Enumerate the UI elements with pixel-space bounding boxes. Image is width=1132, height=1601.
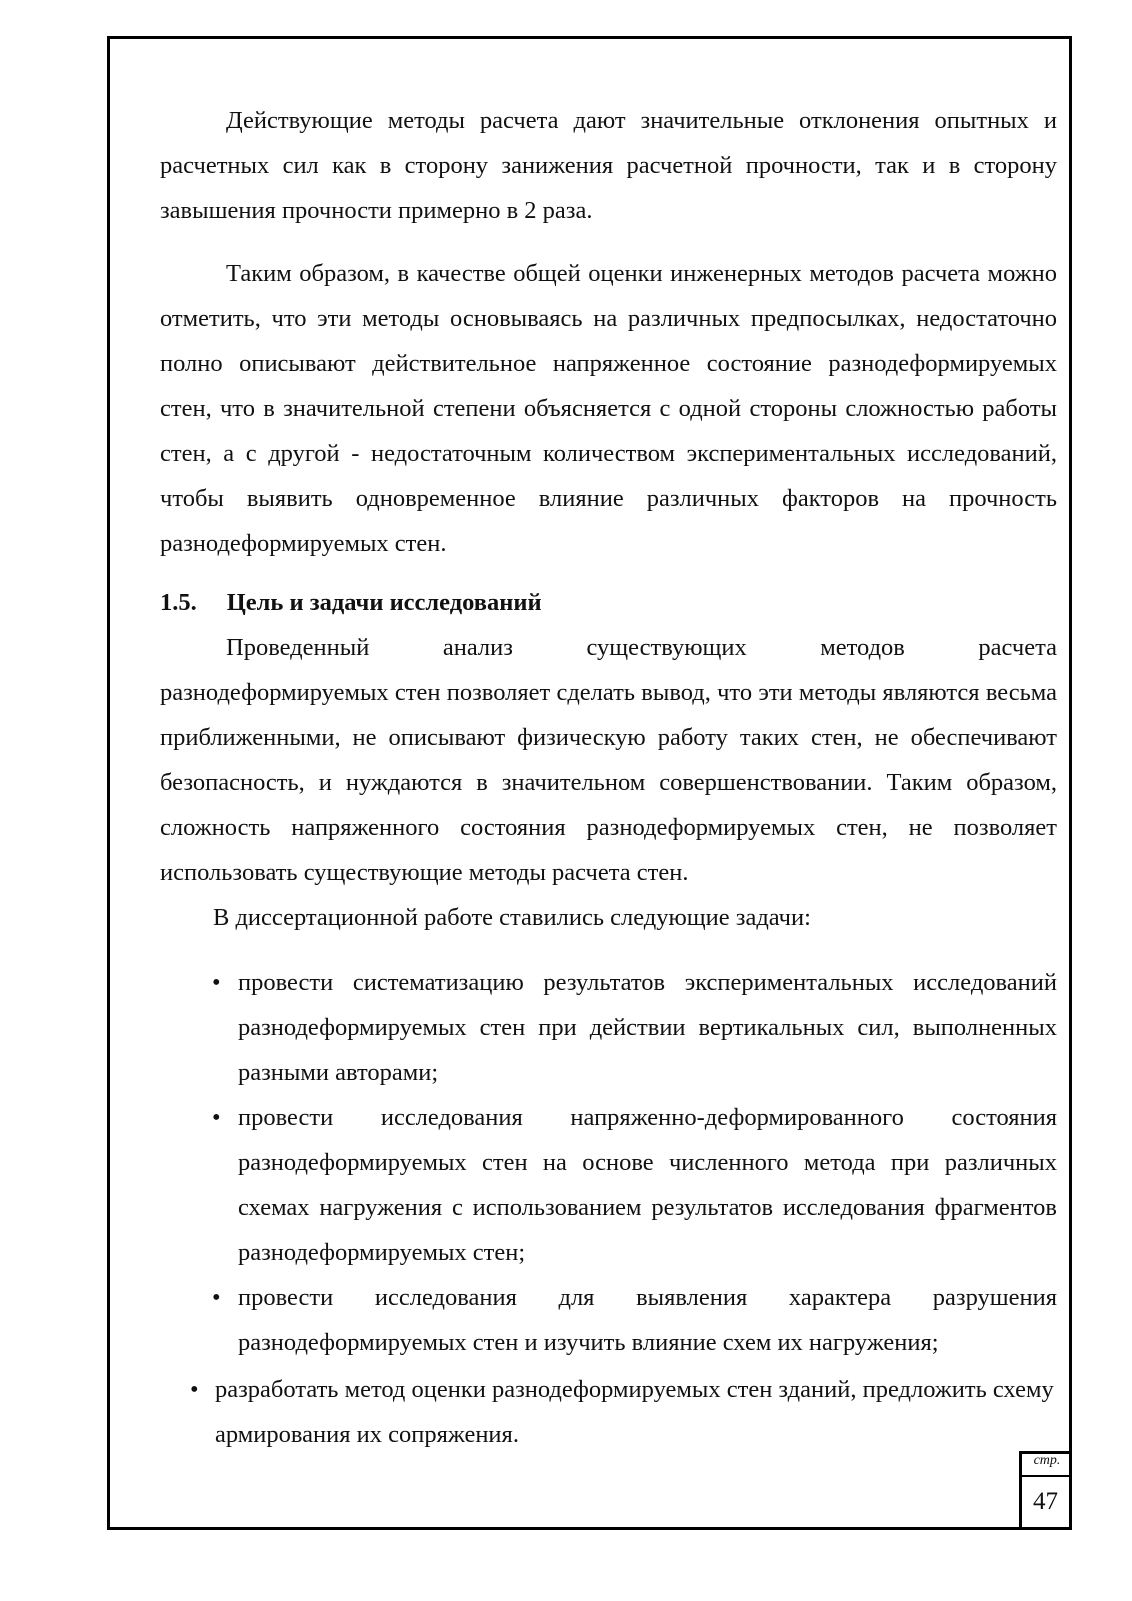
task-text: провести исследования для выявления характера разрушения разнодеформируемых стен и изучить влияние схем их нагружения;: [238, 1284, 1057, 1356]
page-number: 47: [1033, 1488, 1058, 1515]
document-body: [160, 98, 1057, 1457]
section-number: 1.5.: [160, 589, 197, 616]
tasks-intro: В диссертационной работе ставились следующие задачи:: [213, 904, 811, 931]
task-text: провести систематизацию результатов экспериментальных исследований разнодеформируемых стен при действии вертикальных сил, выполненных разными авторами;: [238, 969, 1057, 1086]
paragraph-analysis-conclusion: разнодеформируемых стен позволяет сделать вывод, что эти методы являются весьма приближенными, не описывают физическую работу таких стен, не обеспечивают безопасность, и нуждаются в значительном совершенствовании. Таким образом, сложность напряженного состояния разнодеформируемых стен, не позволяет использовать существующие методы расчета стен.: [160, 679, 1057, 886]
task-list-item: [160, 1275, 1057, 1365]
paragraph-analysis-first-line: Проведенный анализ существующих методов расчета: [226, 634, 1057, 661]
task-text: разработать метод оценки разнодеформируемых стен зданий, предложить схему армирования их сопряжения.: [215, 1376, 1054, 1448]
page-label: стр.: [1033, 1454, 1061, 1468]
paragraph-methods-deviation: Действующие методы расчета дают значительные отклонения опытных и расчетных сил как в сторону занижения расчетной прочности, так и в сторону завышения прочности примерно в 2 раза.: [160, 107, 1057, 224]
task-text: провести исследования напряженно-деформированного состояния разнодеформируемых стен на основе численного метода при различных схемах нагружения с использованием результатов исследования фрагментов разнодеформируемых стен;: [238, 1104, 1057, 1266]
bullet-icon: •: [190, 1376, 199, 1403]
page-number-stamp: [1019, 1451, 1072, 1530]
bullet-icon: •: [212, 1284, 221, 1311]
bullet-icon: •: [212, 969, 221, 996]
bullet-icon: •: [212, 1104, 221, 1131]
task-list-item: [160, 1095, 1057, 1275]
section-title: Цель и задачи исследований: [226, 589, 542, 616]
task-list-item: [160, 960, 1057, 1095]
stamp-divider: [1022, 1475, 1072, 1477]
task-list-item: [160, 1367, 1057, 1457]
section-heading: [160, 580, 1057, 625]
paragraph-general-assessment: Таким образом, в качестве общей оценки инженерных методов расчета можно отметить, что эти методы основываясь на различных предпосылках, недостаточно полно описывают действительное напряженное состояние разнодеформируемых стен, что в значительной степени объясняется с одной стороны сложностью работы стен, а с другой - недостаточным количеством экспериментальных исследований, чтобы выявить одновременное влияние различных факторов на прочность разнодеформируемых стен.: [160, 260, 1057, 557]
